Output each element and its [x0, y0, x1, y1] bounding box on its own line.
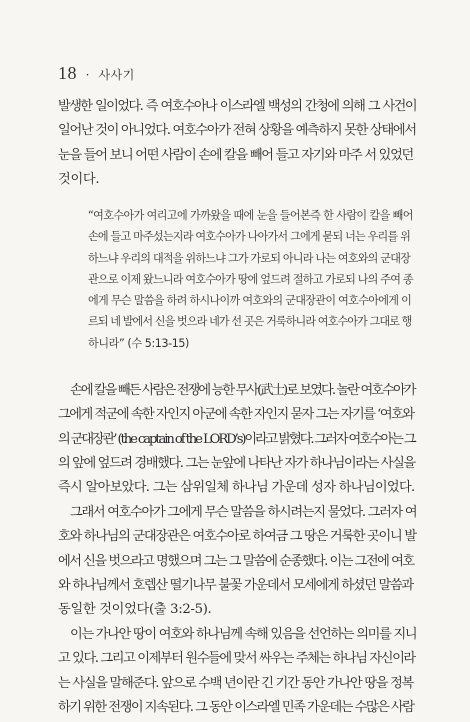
- text-line: 손에 칼을 빼든 사람은 전쟁에 능한 무사(武士)로 보였다. 놀란 여호수아가: [70, 383, 415, 398]
- quote-line: “여호수아가 여리고에 가까왔을 때에 눈을 들어본즉 한 사람이 칼을 빼어: [88, 209, 413, 222]
- quote-line: 에게 무슨 말씀을 하려 하시나이까 여호와의 군대장관이 여호수아에게 이: [88, 294, 412, 308]
- text-line: 그에게 적군에 속한 자인지 아군에 속한 자인지 묻자 그는 자기를 ‘여호와: [58, 407, 414, 423]
- quote-line: 하느냐 우리의 대적을 위하느냐 그가 가로되 아니라 나는 여호와의 군대장: [88, 251, 411, 265]
- text-line: 눈을 들어 보니 어떤 사람이 손에 칼을 빼어 들고 자기와 마주 서 있었던: [58, 147, 413, 163]
- header-separator: ·: [85, 68, 90, 82]
- text-line: 와 하나님께서 호렙산 떨기나무 불꽃 가운데서 모세에게 하셨던 말씀과: [58, 577, 413, 593]
- quote-line: 하니라” (수 5:13-15): [88, 336, 189, 350]
- text-line: 그래서 여호수아가 그에게 무슨 말씀을 하시려는지 물었다. 그러자 여: [70, 505, 417, 520]
- text-line: 것이다.: [58, 171, 100, 187]
- text-line: 는 사실을 말해준다. 앞으로 수백 년이란 긴 기간 동안 가나안 땅을 정복: [58, 675, 413, 691]
- text-line: 고 있다. 그리고 이제부터 원수들에 맞서 싸우는 주체는 하나님 자신이라: [58, 651, 415, 667]
- paragraph-2: [58, 379, 416, 500]
- scripture-quote: [88, 205, 413, 354]
- text-line: 의 앞에 엎드려 경배했다. 그는 눈앞에 나타난 자가 하나님이라는 사실을: [58, 455, 415, 471]
- text-line: 이는 가나안 땅이 여호와 하나님께 속해 있음을 선언하는 의미를 지니: [70, 627, 417, 642]
- text-line: 에서 신을 벗으라고 명했으며 그는 그 말씀에 순종했다. 이는 그전에 여호: [58, 553, 414, 569]
- text-line: 발생한 일이었다. 즉 여호수아나 이스라엘 백성의 간청에 의해 그 사건이: [58, 99, 416, 114]
- text-line: 동일한 것이었다(출 3:2-5).: [58, 602, 212, 618]
- section-title: 사사기: [98, 68, 135, 82]
- paragraph-4: [58, 623, 416, 720]
- page-number: 18: [58, 63, 77, 83]
- text-line: 호와 하나님의 군대장관은 여호수아로 하여금 그 땅은 거룩한 곳이니 발: [58, 529, 416, 545]
- quote-line: 손에 들고 마주섰는지라 여호수아가 나아가서 그에게 묻되 너는 우리를 위: [88, 230, 411, 244]
- running-header: [58, 63, 135, 84]
- paragraph-1: [58, 95, 416, 192]
- quote-line: 르되 네 발에서 신을 벗으라 네가 선 곳은 거룩하니라 여호수아가 그대로 행: [88, 315, 412, 329]
- quote-line: 관으로 이제 왔느니라 여호수아가 땅에 엎드려 절하고 가로되 나의 주여 종: [88, 272, 413, 286]
- text-line: 일어난 것이 아니었다. 여호수아가 전혀 상황을 예측하지 못한 상태에서: [58, 123, 416, 139]
- paragraph-3: [58, 501, 416, 622]
- text-line: 즉시 알아보았다. 그는 삼위일체 하나님 가운데 성자 하나님이었다.: [58, 480, 415, 496]
- text-line: 하기 위한 전쟁이 지속된다. 그 동안 이스라엘 민족 가운데는 수많은 사람: [58, 699, 414, 715]
- text-line: 의 군대장관’ (the captain of the LORD’s)이라고 밝혔다. 그러자 여호수아는 그: [58, 431, 415, 447]
